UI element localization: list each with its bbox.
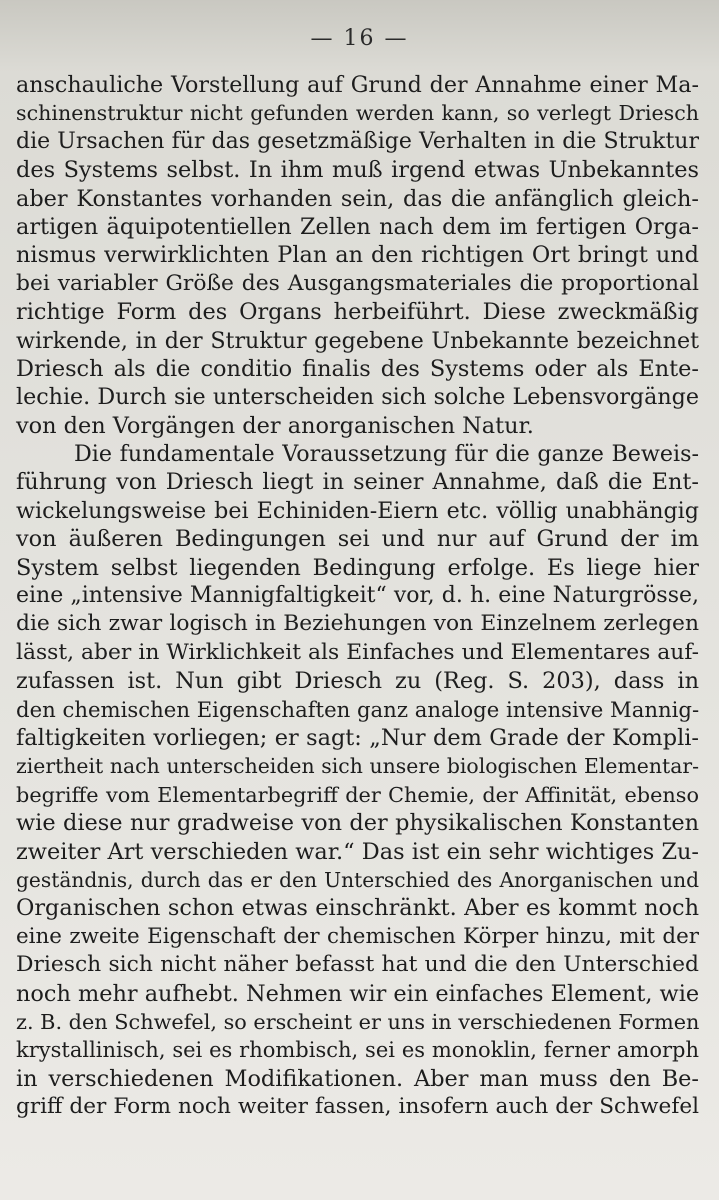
text-line: noch mehr aufhebt. Nehmen wir ein einfaches Element, wie bbox=[16, 980, 700, 1007]
text-line: begriffe vom Elementarbegriff der Chemie, der Affinität, ebenso bbox=[16, 782, 699, 807]
text-line: lässt, aber in Wirklichkeit als Einfaches und Elementares auf- bbox=[16, 639, 699, 665]
text-line: die Ursachen für das gesetzmäßige Verhalten in die Struktur bbox=[16, 128, 699, 154]
text-line: richtige Form des Organs herbeiführt. Diese zweckmäßig bbox=[16, 299, 699, 326]
text-line: wirkende, in der Struktur gegebene Unbekannte bezeichnet bbox=[16, 327, 699, 354]
text-line: krystallinisch, sei es rhombisch, sei es monoklin, ferner amorph bbox=[16, 1038, 699, 1063]
body-text bbox=[16, 71, 699, 1121]
page-number: — 16 — bbox=[310, 26, 409, 51]
text-line: eine „intensive Mannigfaltigkeit“ vor, d. h. eine Naturgrösse, bbox=[16, 583, 699, 609]
text-line: die sich zwar logisch in Beziehungen von Einzelnem zerlegen bbox=[16, 611, 699, 637]
text-line: schinenstruktur nicht gefunden werden kann, so verlegt Driesch bbox=[16, 101, 699, 126]
text-line: in verschiedenen Modifikationen. Aber man muss den Be- bbox=[16, 1065, 699, 1092]
text-line: wickelungsweise bei Echiniden-Eiern etc. völlig unabhängig bbox=[16, 497, 699, 524]
paragraph-start-line: Die fundamentale Voraussetzung für die ganze Beweis- bbox=[74, 441, 699, 468]
text-line: artigen äquipotentiellen Zellen nach dem im fertigen Orga- bbox=[16, 213, 699, 240]
text-line: eine zweite Eigenschaft der chemischen Körper hinzu, mit der bbox=[16, 923, 699, 949]
text-line: geständnis, durch das er den Unterschied des Anorganischen und bbox=[16, 867, 699, 892]
text-line: ziertheit nach unterscheiden sich unsere biologischen Elementar- bbox=[16, 754, 699, 779]
text-line: führung von Driesch liegt in seiner Annahme, daß die Ent- bbox=[16, 469, 699, 496]
text-line: griff der Form noch weiter fassen, insofern auch der Schwefel bbox=[16, 1094, 699, 1120]
text-line: den chemischen Eigenschaften ganz analoge intensive Mannig- bbox=[16, 696, 700, 722]
text-line: anschauliche Vorstellung auf Grund der Annahme einer Ma- bbox=[16, 72, 699, 98]
text-line: Organischen schon etwas einschränkt. Aber es kommt noch bbox=[16, 895, 699, 922]
text-line: System selbst liegenden Bedingung erfolge. Es liege hier bbox=[16, 554, 699, 581]
text-line: zufassen ist. Nun gibt Driesch zu (Reg. S. 203), dass in bbox=[16, 668, 699, 695]
text-line: Driesch sich nicht näher befasst hat und die den Unterschied bbox=[16, 952, 699, 978]
text-line: wie diese nur gradweise von der physikalischen Konstanten bbox=[16, 810, 699, 837]
text-line: von den Vorgängen der anorganischen Natur. bbox=[16, 412, 534, 439]
text-line: faltigkeiten vorliegen; er sagt: „Nur dem Grade der Kompli- bbox=[16, 724, 699, 751]
text-line: des Systems selbst. In ihm muß irgend etwas Unbekanntes bbox=[16, 157, 699, 184]
text-line: z. B. den Schwefel, so erscheint er uns in verschiedenen Formen bbox=[16, 1009, 700, 1034]
text-line: bei variabler Größe des Ausgangsmateriales die proportional bbox=[16, 270, 699, 296]
text-line: lechie. Durch sie unterscheiden sich solche Lebensvorgänge bbox=[16, 384, 699, 411]
text-line: aber Konstantes vorhanden sein, das die anfänglich gleich- bbox=[16, 185, 699, 212]
text-line: Driesch als die conditio finalis des Systems oder als Ente- bbox=[16, 355, 699, 382]
text-line: zweiter Art verschieden war.“ Das ist ein sehr wichtiges Zu- bbox=[16, 838, 699, 865]
text-line: von äußeren Bedingungen sei und nur auf Grund der im bbox=[16, 526, 699, 553]
text-line: nismus verwirklichten Plan an den richtigen Ort bringt und bbox=[16, 242, 699, 269]
